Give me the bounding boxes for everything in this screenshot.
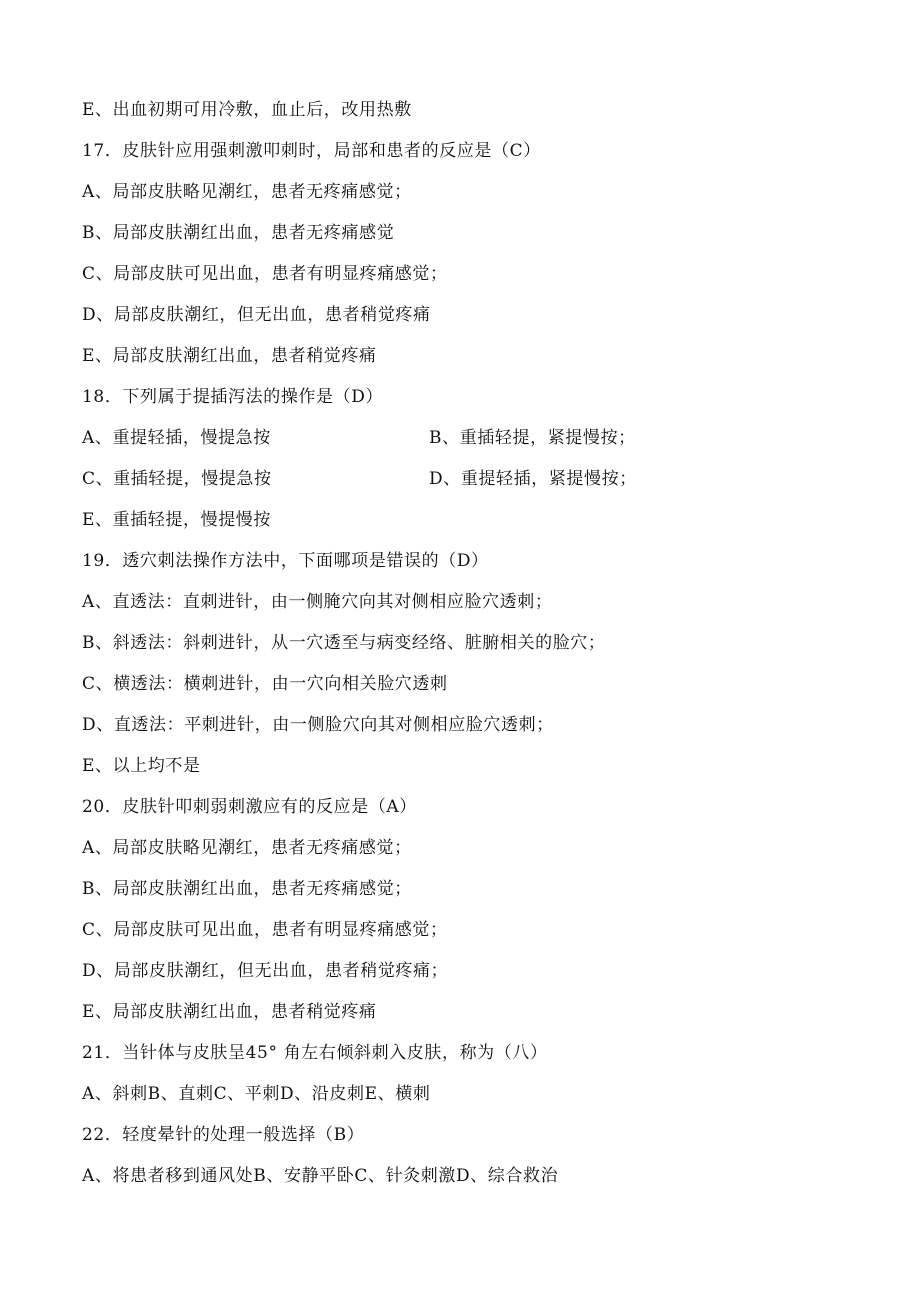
option-row-cd-18 [82, 467, 637, 491]
option-a-17: A、局部皮肤略见潮红，患者无疼痛感觉； [82, 182, 412, 202]
question-17: 17．皮肤针应用强刺激叩刺时，局部和患者的反应是（C） [82, 141, 541, 161]
option-e-17: E、局部皮肤潮红出血，患者稍觉疼痛 [82, 346, 377, 366]
option-d-18: D、重提轻插，紧提慢按； [429, 469, 637, 489]
option-a-19: A、直透法：直刺进针，由一侧腌穴向其对侧相应脸穴透刺； [82, 592, 553, 612]
option-d-17: D、局部皮肤潮红，但无出血，患者稍觉疼痛 [82, 305, 431, 325]
option-b-18: B、重插轻提，紧提慢按； [429, 428, 636, 448]
option-a-20: A、局部皮肤略见潮红，患者无疼痛感觉； [82, 838, 412, 858]
option-c-19: C、横透法：横刺进针，由一穴向相关脸穴透刺 [82, 674, 448, 694]
options-21: A、斜刺B、直刺C、平刺D、沿皮刺E、横刺 [82, 1084, 431, 1104]
options-22: A、将患者移到通风处B、安静平卧C、针灸刺激D、综合救治 [82, 1166, 559, 1186]
option-c-20: C、局部皮肤可见出血，患者有明显疼痛感觉； [82, 920, 448, 940]
option-c-17: C、局部皮肤可见出血，患者有明显疼痛感觉； [82, 264, 448, 284]
question-21: 21．当针体与皮肤呈45° 角左右倾斜刺入皮肤，称为（八） [82, 1043, 548, 1063]
option-e-19: E、以上均不是 [82, 756, 201, 776]
option-d-20: D、局部皮肤潮红，但无出血，患者稍觉疼痛； [82, 961, 449, 981]
option-d-19: D、直透法：平刺进针，由一侧脸穴向其对侧相应脸穴透刺； [82, 715, 554, 735]
option-b-20: B、局部皮肤潮红出血，患者无疼痛感觉； [82, 879, 412, 899]
option-c-18: C、重插轻提，慢提急按 [82, 469, 272, 489]
option-b-19: B、斜透法：斜刺进针，从一穴透至与病变经络、脏腑相关的脸穴； [82, 633, 606, 653]
option-a-18: A、重提轻插，慢提急按 [82, 428, 271, 448]
option-row-ab-18 [82, 426, 636, 450]
question-19: 19．透穴刺法操作方法中，下面哪项是错误的（D） [82, 551, 489, 571]
question-20: 20．皮肤针叩刺弱刺激应有的反应是（A） [82, 797, 417, 817]
question-18: 18．下列属于提插泻法的操作是（D） [82, 387, 384, 407]
option-e-20: E、局部皮肤潮红出血，患者稍觉疼痛 [82, 1002, 377, 1022]
option-b-17: B、局部皮肤潮红出血，患者无疼痛感觉 [82, 223, 395, 243]
option-e-18: E、重插轻提，慢提慢按 [82, 510, 272, 530]
option-e-16: E、出血初期可用冷敷，血止后，改用热敷 [82, 100, 412, 120]
question-22: 22．轻度晕针的处理一般选择（B） [82, 1125, 365, 1145]
